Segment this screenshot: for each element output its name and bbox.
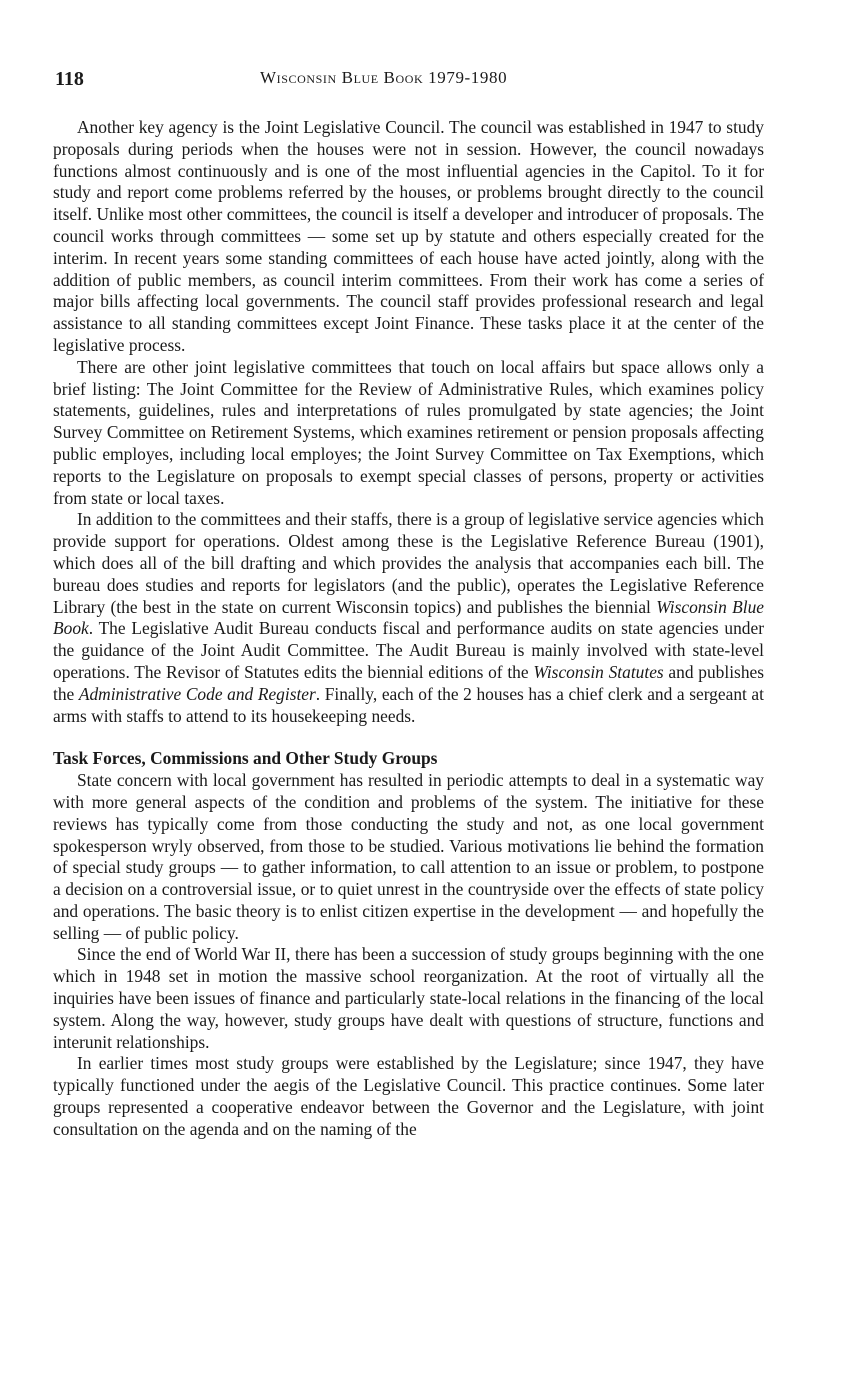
text-run: . Finally, each of the 2 houses has a chief clerk and a sergeant at arms with staffs to attend to its housekeeping needs. <box>53 683 764 726</box>
text-run: In addition to the committees and their staffs, there is a group of legislative service agencies which provide support for operations. Oldest among these is the Legislative Reference Bureau (1901), which does all of the bill drafting and which provides the analysis that accompanies each bill. The bureau does studies and reports for legislators (and the public), operates the Legislative Reference Library (the best in the state on current Wisconsin topics) and publishes the biennial <box>53 509 764 617</box>
italic-title-blue-book: Wisconsin Blue Book <box>53 596 765 639</box>
paragraph-joint-legislative-council: Another key agency is the Joint Legislative Council. The council was established in 1947 to study proposals during periods when the houses were not in session. However, the council nowadays functions almost continuously and is one of the most influential agencies in the Capitol. To it for study and report come problems referred by the houses, or problems brought directly to the council itself. Unlike most other committees, the council is itself a developer and introducer of proposals. The council works through committees — some set up by statute and others especially created for the interim. In recent years some standing committees of each house have acted jointly, along with the addition of public members, as council interim committees. From their work has come a series of major bills affecting local governments. The council staff provides professional research and legal assistance to all standing committees except Joint Finance. These tasks place it at the center of the legislative process. <box>53 117 764 355</box>
italic-title-admin-code: Administrative Code and Register <box>78 683 316 704</box>
paragraph-other-joint-committees: There are other joint legislative committees that touch on local affairs but space allows only a brief listing: The Joint Committee for the Review of Administrative Rules, which examines policy statements, guidelines, rules and interpretations of rules promulgated by state agencies; the Joint Survey Committee on Retirement Systems, which examines retirement or pension proposals affecting public employes, including local employes; the Joint Survey Committee on Tax Exemptions, which reports to the Legislature on proposals to exempt special classes of persons, property or activities from state or local taxes. <box>53 356 764 508</box>
section-heading: Task Forces, Commissions and Other Study Groups <box>53 748 438 769</box>
italic-title-statutes: Wisconsin Statutes <box>533 661 664 682</box>
page-number: 118 <box>55 68 84 90</box>
body-text <box>53 117 764 1141</box>
paragraph-state-concern: State concern with local government has resulted in periodic attempts to deal in a systematic way with more general aspects of the condition and problems of the system. The initiative for these reviews has typically come from those conducting the study and not, as one local government spokesperson wryly observed, from those to be studied. Various motivations lie behind the formation of special study groups — to gather information, to call attention to an issue or problem, to postpone a decision on a controversial issue, or to quiet unrest in the countryside over the effects of state policy and operations. The basic theory is to enlist citizen expertise in the development — and hopefully the selling — of public policy. <box>53 770 764 943</box>
text-run: and publishes the <box>53 661 764 704</box>
paragraph-service-agencies <box>53 509 764 727</box>
paragraph-world-war-ii: Since the end of World War II, there has been a succession of study groups beginning with the one which in 1948 set in motion the massive school reorganization. At the root of virtually all the inquiries have been issues of finance and particularly state-local relations in the financing of the local system. Along the way, however, study groups have dealt with questions of structure, functions and interunit relationships. <box>53 944 764 1052</box>
text-run: . The Legislative Audit Bureau conducts fiscal and performance audits on state agencies under the guidance of the Joint Audit Committee. The Audit Bureau is mainly involved with state-level operations. The Revisor of Statutes edits the biennial editions of the <box>53 618 764 682</box>
paragraph-earlier-times: In earlier times most study groups were established by the Legislature; since 1947, they have typically functioned under the aegis of the Legislative Council. This practice continues. Some later groups represented a cooperative endeavor between the Governor and the Legislature, with joint consultation on the agenda and on the naming of the <box>53 1053 764 1139</box>
page-header <box>55 68 804 92</box>
running-title: Wisconsin Blue Book 1979-1980 <box>260 68 508 87</box>
